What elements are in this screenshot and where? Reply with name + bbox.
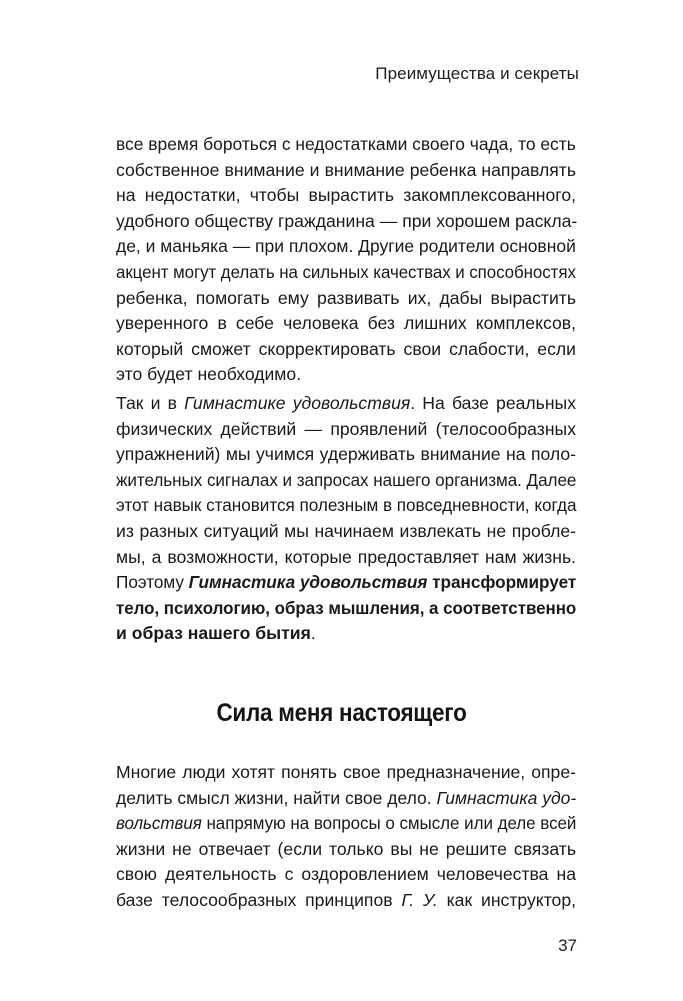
text-line: Многие люди хотят понять свое предназначение, опре-: [116, 762, 576, 782]
text-line: жительных сигналах и запросах нашего организма. Далее: [116, 469, 577, 490]
text-run: как инструктор,: [437, 889, 577, 910]
text-line: из разных ситуаций мы начинаем извлекать не пробле-: [116, 520, 576, 541]
text-run: Так и в: [116, 393, 185, 413]
text-line: физических действий — проявлений (телосообразных: [116, 418, 576, 439]
text-line: акцент могут делать на сильных качествах и способностях: [116, 261, 576, 282]
text-run: Поэтому: [116, 572, 189, 593]
bold-italic-term: Гимнастика удовольствия: [188, 572, 428, 593]
paragraph-3: [116, 760, 576, 914]
text-line: этот навык становится полезным в повседневности, когда: [116, 495, 577, 516]
text-line: удобного обществу гражданина — при хорошем раскла-: [116, 210, 578, 231]
text-run: . На базе реальных: [410, 393, 577, 413]
text-line: это будет необходимо.: [116, 364, 302, 385]
text-run: делить смысл жизни, найти свое дело.: [116, 787, 437, 808]
text-line: [116, 596, 577, 622]
text-line: [116, 811, 577, 837]
text-line: на недостатки, чтобы вырастить закомплексованного,: [116, 185, 576, 206]
text-line: жизни не отвечает (если только вы не решите связать: [116, 838, 576, 859]
text-line: упражнений) мы учимся удерживать внимание на поло-: [116, 444, 576, 465]
italic-term: Гимнастике удовольствия: [184, 393, 411, 413]
text-line: [116, 888, 576, 914]
text-line: мы, а возможности, которые предоставляет нам жизнь.: [116, 546, 576, 567]
running-header: Преимущества и секреты: [375, 64, 579, 83]
text-line: собственное внимание и внимание ребенка направлять: [116, 159, 576, 180]
text-line: [116, 391, 576, 417]
text-line: который сможет скорректировать свои слабости, если: [116, 338, 576, 359]
text-run: .: [310, 623, 316, 644]
italic-term: Гимнастика удо-: [436, 787, 577, 808]
text-line: [116, 570, 577, 596]
bold-run: и образ нашего бытия: [116, 623, 311, 644]
bold-run: трансформирует: [427, 572, 577, 593]
text-run: базе телосообразных принципов: [116, 889, 402, 910]
section-heading: Сила меня настоящего: [216, 699, 467, 727]
text-line: де, и маньяка — при плохом. Другие родители основной: [116, 236, 576, 257]
paragraph-1: [116, 132, 576, 388]
text-run: напрямую на вопросы о смысле или деле всей: [201, 813, 577, 834]
text-line: ребенка, помогать ему развивать их, дабы вырастить: [116, 287, 576, 308]
text-line: свою деятельность с оздоровлением человечества на: [116, 864, 576, 885]
page-number: 37: [558, 936, 577, 955]
bold-run: тело, психологию, образ мышления, а соответственно: [116, 597, 577, 618]
italic-term: Г. У.: [401, 889, 438, 910]
italic-term: вольствия: [116, 813, 202, 834]
text-line: [116, 786, 577, 812]
text-line: все время бороться с недостатками своего чада, то есть: [116, 134, 576, 154]
text-line: [116, 621, 576, 647]
text-line: уверенного в себе человека без лишних комплексов,: [116, 313, 576, 334]
paragraph-2: [116, 391, 576, 647]
